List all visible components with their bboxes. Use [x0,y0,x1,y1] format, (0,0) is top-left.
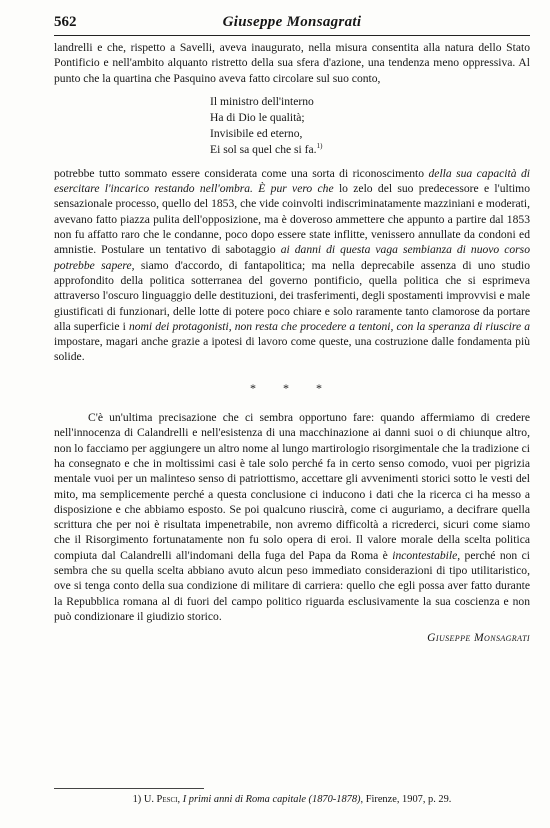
paragraph-3 [54,410,530,624]
paragraph-2 [54,166,530,365]
verse-line-4 [210,142,530,158]
paragraph-2-text-c: siamo d'accordo, di fantapolitica; ma nella deprecabile assenza di uno studio approfondito della politica sotterranea del governo pontificio, quella politica che si esprimeva attraverso l'oscuro linguaggio delle destituzioni, dei trasferimenti, degli spostamenti improvvisi e male giustificati di funzionari, delle lotte di potere poco chiare e solo raramente tanto clamorose da portare alla superficie i [54,258,530,333]
footnote-rule [54,788,204,789]
footnote-publication: , Firenze, 1907, p. 29. [360,794,452,805]
verse-line-2: Ha di Dio le qualità; [210,110,305,124]
verse-line-1: Il ministro dell'interno [210,94,314,108]
paragraph-2-text-b: lo zelo del suo predecessore e l'ultimo sensazionale processo, quello del 1853, che vide coinvolti indiscriminatamente mazziniani e moderati, avevano fatto piazza pulita dell'opposizione, ma è doveroso ammettere che appunto a partire dal 1853 non fu affatto raro che le condanne, poco dopo essere state inflitte, venissero annullate da condoni ed amnistie. Postulare un tentativo di sabotaggio [54,182,530,257]
author-signature: Giuseppe Monsagrati [427,631,530,645]
page-number: 562 [54,14,77,30]
footnote-reference: 1) [316,142,323,151]
footnote-marker: 1) [132,794,142,805]
paragraph-2-text-a: potrebbe tutto sommato essere considerata come una sorta di riconoscimento [54,166,429,180]
verse-quatrain [210,94,530,158]
paragraph-2-italic-c: nomi dei protagonisti, non resta che procedere a tentoni, con la speranza di riuscire a [128,319,531,333]
running-title: Giuseppe Monsagrati [222,14,362,30]
paragraph-1: landrelli e che, rispetto a Savelli, aveva inaugurato, nella misura consentita alla natura dello Stato Pontificio e nell'ambito alquanto ristretto della sua sfera d'azione, una tendenza meno oppressiva. Al punto che la quartina che Pasquino aveva fatto circolare sul suo conto, [54,41,530,85]
paragraph-3-text-a: C'è un'ultima precisazione che ci sembra opportuno fare: quando affermiamo di credere nell'innocenza di Calandrelli e nell'esistenza di una macchinazione ai danni suoi o di chiunque altro, non lo facciamo per aggiungere un altro nome al lungo martirologio risorgimentale che la tradizione ci ha consegnato e che in moltissimi casi è tale solo perché fa in certo senso comodo, vuoi per pigrizia mentale vuoi per un malinteso senso di patriottismo, accettare gli avvenimenti storici sotto le vesti del mito, ma semplicemente perché a questa conclusione ci inducono i dati che la ricerca ci ha messo a disposizione e che abbiamo esposto. Se poi qualcuno riuscirà, come ci auguriamo, a decifrare quella scrittura che per noi è risultata impenetrabile, non avremo difficoltà a ricrederci, sicuri come siamo che il Risorgimento fortunatamente non fu solo opera di eroi. Il valore morale della scelta politica compiuta dal Calandrelli all'indomani della fuga del Papa da Roma è [54,411,530,562]
footnote-title: I primi anni di Roma capitale (1870-1878) [182,794,361,805]
paragraph-2-italic-b: ai danni di questa vaga sembianza di nuovo corso potrebbe sapere, [54,243,530,272]
verse-line-3: Invisibile ed eterno, [210,126,303,140]
header-rule [54,35,530,36]
paragraph-3-text-b: , perché non ci sembra che su quella scelta abbiano avuto alcun peso immediato considerazioni di tipo utilitaristico, ove si tenga conto della sua condizione di militare di carriera: quello che egli possa aver fatto durante la Repubblica romana al di fuori del campo politico riguarda esclusivamente la sua coscienza e non può condizionare il giudizio storico. [54,548,530,623]
footnote-author: U. Pesci [143,794,178,805]
verse-line-4-text: Ei sol sa quel che si fa. [210,142,317,156]
paragraph-2-italic-a: della sua capacità di esercitare l'incarico restando nell'ombra. È pur vero che [54,166,530,196]
body-text [54,40,530,646]
paragraph-3-italic: incontestabile [392,548,458,562]
paragraph-2-text-d: impostare, magari anche grazie a ipotesi di lavoro come queste, una costruzione dalle fondamenta più solide. [54,335,530,364]
section-separator: * * * [250,380,334,395]
footnote: 1) U. Pesci, I primi anni di Roma capitale (1870-1878), Firenze, 1907, p. 29. [132,794,452,805]
page-header [54,14,530,34]
